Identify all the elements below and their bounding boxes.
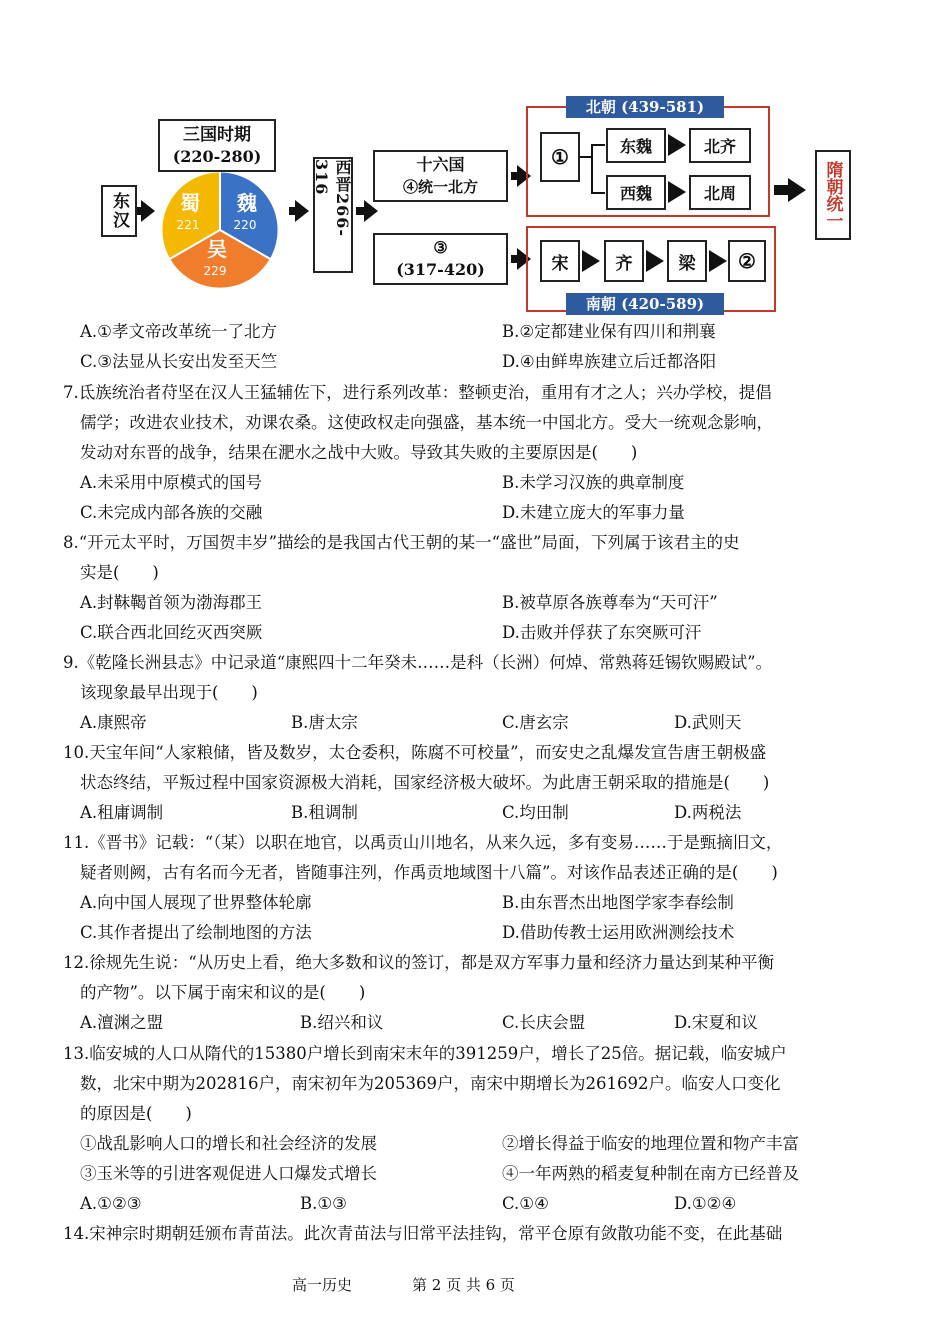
q6-option-d: D.④由鲜卑族建立后迁都洛阳: [502, 352, 717, 371]
q13-stem-1: 13.临安城的人口从隋代的15380户增长到南宋末年的391259户，增长了25倍。据记载，临安城户: [63, 1044, 787, 1063]
q7-stem-3: 发动对东晋的战争，结果在淝水之战中大败。导致其失败的主要原因是( ): [80, 443, 638, 462]
q8-option-a: A.封靺鞨首领为渤海郡王: [80, 593, 263, 612]
q9-option-b: B.唐太宗: [291, 713, 358, 732]
node-song: 宋: [540, 240, 580, 282]
footer-page: 第 2 页 共 6 页: [412, 1276, 515, 1294]
q9-option-d: D.武则天: [674, 713, 742, 732]
q7-stem-2: 儒学；改进农业技术，劝课农桑。这使政权走向强盛，基本统一中国北方。受大一统观念影响，: [80, 413, 773, 432]
q10-stem-2: 状态终结，平叛过程中国家资源极大消耗，国家经济极大破坏。为此唐王朝采取的措施是( ): [80, 773, 770, 792]
q11-stem-1: 11.《晋书》记载：“（某）以职在地官，以禹贡山川地名，从来久远，多有变易……于是甄摘旧文，: [63, 833, 783, 852]
q13-stem-2: 数，北宋中期为202816户，南宋初年为205369户，南宋中期增长为261692户。临安人口变化: [80, 1074, 781, 1093]
shiliuguo-title: 十六国: [416, 155, 465, 174]
q10-option-a: A.租庸调制: [80, 803, 164, 822]
q12-stem-2: 的产物”。以下属于南宋和议的是( ): [80, 983, 366, 1002]
q7-stem-1: 7.氐族统治者苻坚在汉人王猛辅佐下，进行系列改革：整顿吏治，重用有才之人；兴办学校，提倡: [63, 383, 772, 402]
q13-item-1: ①战乱影响人口的增长和社会经济的发展: [80, 1134, 377, 1153]
q13-option-c: C.①④: [502, 1194, 549, 1213]
q8-stem-2: 实是( ): [80, 563, 159, 582]
q12-stem-1: 12.徐规先生说：“从历史上看，绝大多数和议的签订，都是双方军事力量和经济力量达到某种平衡: [63, 953, 775, 972]
q13-item-2: ②增长得益于临安的地理位置和物产丰富: [502, 1134, 799, 1153]
node-qi: 齐: [604, 240, 644, 282]
sanguo-title-box: [158, 119, 276, 172]
q6-option-a: A.①孝文帝改革统一了北方: [80, 322, 277, 341]
node-dongwei: 东魏: [606, 128, 666, 163]
q13-item-4: ④一年两熟的稻麦复种制在南方已经普及: [502, 1164, 799, 1183]
pie-wei-label: 魏: [237, 191, 257, 215]
footer-subject: 高一历史: [292, 1276, 353, 1294]
node-donghan: 东汉: [101, 185, 137, 237]
node-3-years: (317-420): [396, 260, 485, 279]
q9-option-c: C.唐玄宗: [502, 713, 569, 732]
node-3: [373, 233, 508, 285]
q10-stem-1: 10.天宝年间“人家粮储，皆及数岁，太仓委积，陈腐不可校量”，而安史之乱爆发宣告唐王朝极盛: [63, 743, 767, 762]
nanchao-label: 南朝 (420-589): [566, 293, 724, 315]
q11-option-a: A.向中国人展现了世界整体轮廓: [80, 893, 312, 912]
node-xiwei: 西魏: [606, 175, 666, 210]
bracket-vertical: [591, 144, 593, 194]
q8-stem-1: 8.“开元太平时，万国贺丰岁”描绘的是我国古代王朝的某一“盛世”局面，下列属于该君主的史: [63, 533, 740, 552]
bracket-bottom: [591, 192, 605, 194]
node-2: ②: [728, 240, 766, 282]
pie-shu-year: 221: [176, 218, 200, 232]
node-beiqi: 北齐: [689, 128, 751, 163]
pie-shu-label: 蜀: [180, 191, 200, 215]
q8-option-b: B.被草原各族尊奉为“天可汗”: [502, 593, 718, 612]
shiliuguo-sub: ④统一北方: [402, 178, 478, 196]
q13-stem-3: 的原因是( ): [80, 1104, 192, 1123]
q6-option-b: B.②定都建业保有四川和荆襄: [502, 322, 716, 341]
q12-option-c: C.长庆会盟: [502, 1013, 586, 1032]
q10-option-c: C.均田制: [502, 803, 569, 822]
node-xijin: 西晋266-316: [313, 157, 353, 273]
sanguo-title: 三国时期: [183, 124, 251, 145]
node-sui: 隋朝统一: [815, 150, 851, 240]
node-3-circle: ③: [433, 238, 448, 257]
q13-item-3: ③玉米等的引进客观促进人口爆发式增长: [80, 1164, 377, 1183]
q9-stem-2: 该现象最早出现于( ): [80, 683, 258, 702]
q7-option-b: B.未学习汉族的典章制度: [502, 473, 685, 492]
q8-option-d: D.击败并俘获了东突厥可汗: [502, 623, 702, 642]
q12-option-b: B.绍兴和议: [300, 1013, 384, 1032]
q13-option-d: D.①②④: [674, 1194, 737, 1213]
q7-option-a: A.未采用中原模式的国号: [80, 473, 263, 492]
sanguo-years: (220-280): [172, 146, 262, 166]
node-liang: 梁: [667, 240, 707, 282]
q9-stem-1: 9.《乾隆长洲县志》中记录道“康熙四十二年癸未……是科（长洲）何焯、常熟蒋廷锡钦赐殿试”。: [63, 653, 773, 672]
q10-option-d: D.两税法: [674, 803, 742, 822]
q7-option-c: C.未完成内部各族的交融: [80, 503, 263, 522]
q7-option-d: D.未建立庞大的军事力量: [502, 503, 685, 522]
q10-option-b: B.租调制: [291, 803, 358, 822]
bracket-line: [580, 156, 591, 158]
q8-option-c: C.联合西北回纥灭西突厥: [80, 623, 263, 642]
q12-option-d: D.宋夏和议: [674, 1013, 758, 1032]
q13-option-a: A.①②③: [80, 1194, 142, 1213]
pie-wu-year: 229: [203, 264, 227, 278]
q13-option-b: B.①③: [300, 1194, 347, 1213]
pie-wei-year: 220: [233, 218, 257, 232]
bracket-top: [591, 144, 605, 146]
q11-option-c: C.其作者提出了绘制地图的方法: [80, 923, 312, 942]
node-shiliuguo: [373, 150, 508, 202]
q6-option-c: C.③法显从长安出发至天竺: [80, 352, 278, 371]
q9-option-a: A.康熙帝: [80, 713, 147, 732]
sanguo-pie: [152, 172, 288, 288]
node-1: ①: [540, 132, 580, 182]
q11-option-b: B.由东晋杰出地图学家李春绘制: [502, 893, 734, 912]
q14-stem-1: 14.宋神宗时期朝廷颁布青苗法。此次青苗法与旧常平法挂钩，常平仓原有敛散功能不变，在此基础: [63, 1224, 783, 1243]
q12-option-a: A.澶渊之盟: [80, 1013, 164, 1032]
q11-stem-2: 疑者则阙，古有名而今无者，皆随事注列，作禹贡地域图十八篇”。对该作品表述正确的是( ): [80, 863, 778, 882]
beichao-label: 北朝 (439-581): [566, 96, 724, 118]
q11-option-d: D.借助传教士运用欧洲测绘技术: [502, 923, 735, 942]
node-beizhou: 北周: [689, 175, 751, 210]
pie-wu-label: 吴: [207, 237, 227, 261]
